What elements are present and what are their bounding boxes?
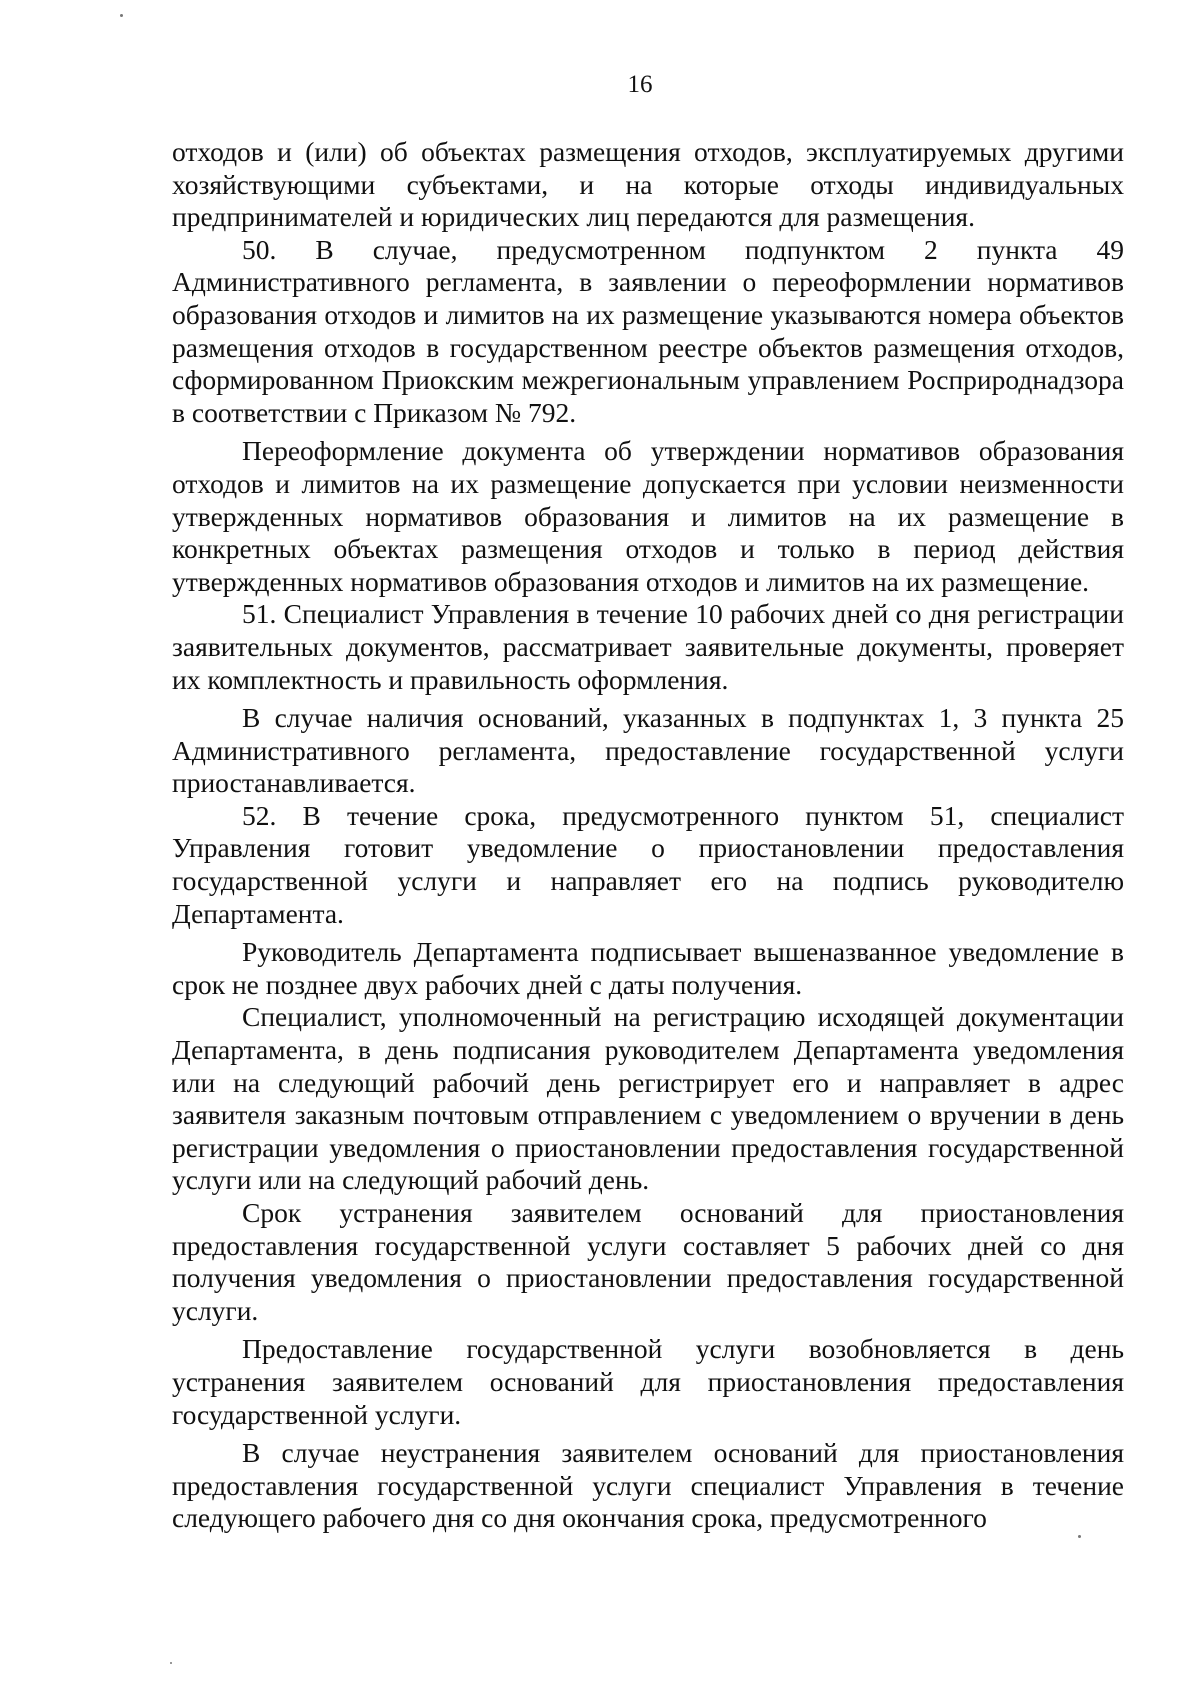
paragraph-item-51: 51. Специалист Управления в течение 10 рабочих дней со дня регистрации заявительных документов, рассматривает заявительные документы, проверяет их комплектность и правильность оформления. (172, 598, 1124, 695)
paragraph-suspension-grounds: В случае наличия оснований, указанных в подпунктах 1, 3 пункта 25 Административного регламента, предоставление государственной услуги приостанавливается. (172, 702, 1124, 799)
document-body (172, 136, 1124, 1535)
page-number: 16 (627, 71, 653, 98)
scan-speck (170, 1662, 172, 1664)
paragraph-1-continuation: отходов и (или) об объектах размещения отходов, эксплуатируемых другими хозяйствующими субъектами, и на которые отходы индивидуальных предпринимателей и юридических лиц передаются для размещения. (172, 136, 1124, 233)
paragraph-item-50: 50. В случае, предусмотренном подпунктом 2 пункта 49 Административного регламента, в заявлении о переоформлении нормативов образования отходов и лимитов на их размещение указываются номера объектов размещения отходов в государственном реестре объектов размещения отходов, сформированном Приокским межрегиональным управлением Росприроднадзора в соответствии с Приказом № 792. (172, 233, 1124, 428)
paragraph-non-elimination: В случае неустранения заявителем оснований для приостановления предоставления государственной услуги специалист Управления в течение следующего рабочего дня со дня окончания срока, предусмотренного (172, 1437, 1124, 1534)
scan-speck (120, 14, 123, 17)
paragraph-item-52: 52. В течение срока, предусмотренного пунктом 51, специалист Управления готовит уведомление о приостановлении предоставления государственной услуги и направляет его на подпись руководителю Департамента. (172, 799, 1124, 929)
paragraph-registration: Специалист, уполномоченный на регистрацию исходящей документации Департамента, в день подписания руководителем Департамента уведомления или на следующий рабочий день регистрирует его и направляет в адрес заявителя заказным почтовым отправлением с уведомлением о вручении в день регистрации уведомления о приостановлении предоставления государственной услуги или на следующий рабочий день. (172, 1001, 1124, 1196)
paragraph-head-signs: Руководитель Департамента подписывает вышеназванное уведомление в срок не позднее двух рабочих дней с даты получения. (172, 936, 1124, 1000)
paragraph-resumption: Предоставление государственной услуги возобновляется в день устранения заявителем оснований для приостановления предоставления государственной услуги. (172, 1333, 1124, 1430)
scan-speck (1078, 1535, 1081, 1538)
paragraph-elimination-term: Срок устранения заявителем оснований для приостановления предоставления государственной услуги составляет 5 рабочих дней со дня получения уведомления о приостановлении предоставления государственной услуги. (172, 1197, 1124, 1326)
paragraph-reissue: Переоформление документа об утверждении нормативов образования отходов и лимитов на их размещение допускается при условии неизменности утвержденных нормативов образования и лимитов на их размещение в конкретных объектах размещения отходов и только в период действия утвержденных нормативов образования отходов и лимитов на их размещение. (172, 435, 1124, 597)
